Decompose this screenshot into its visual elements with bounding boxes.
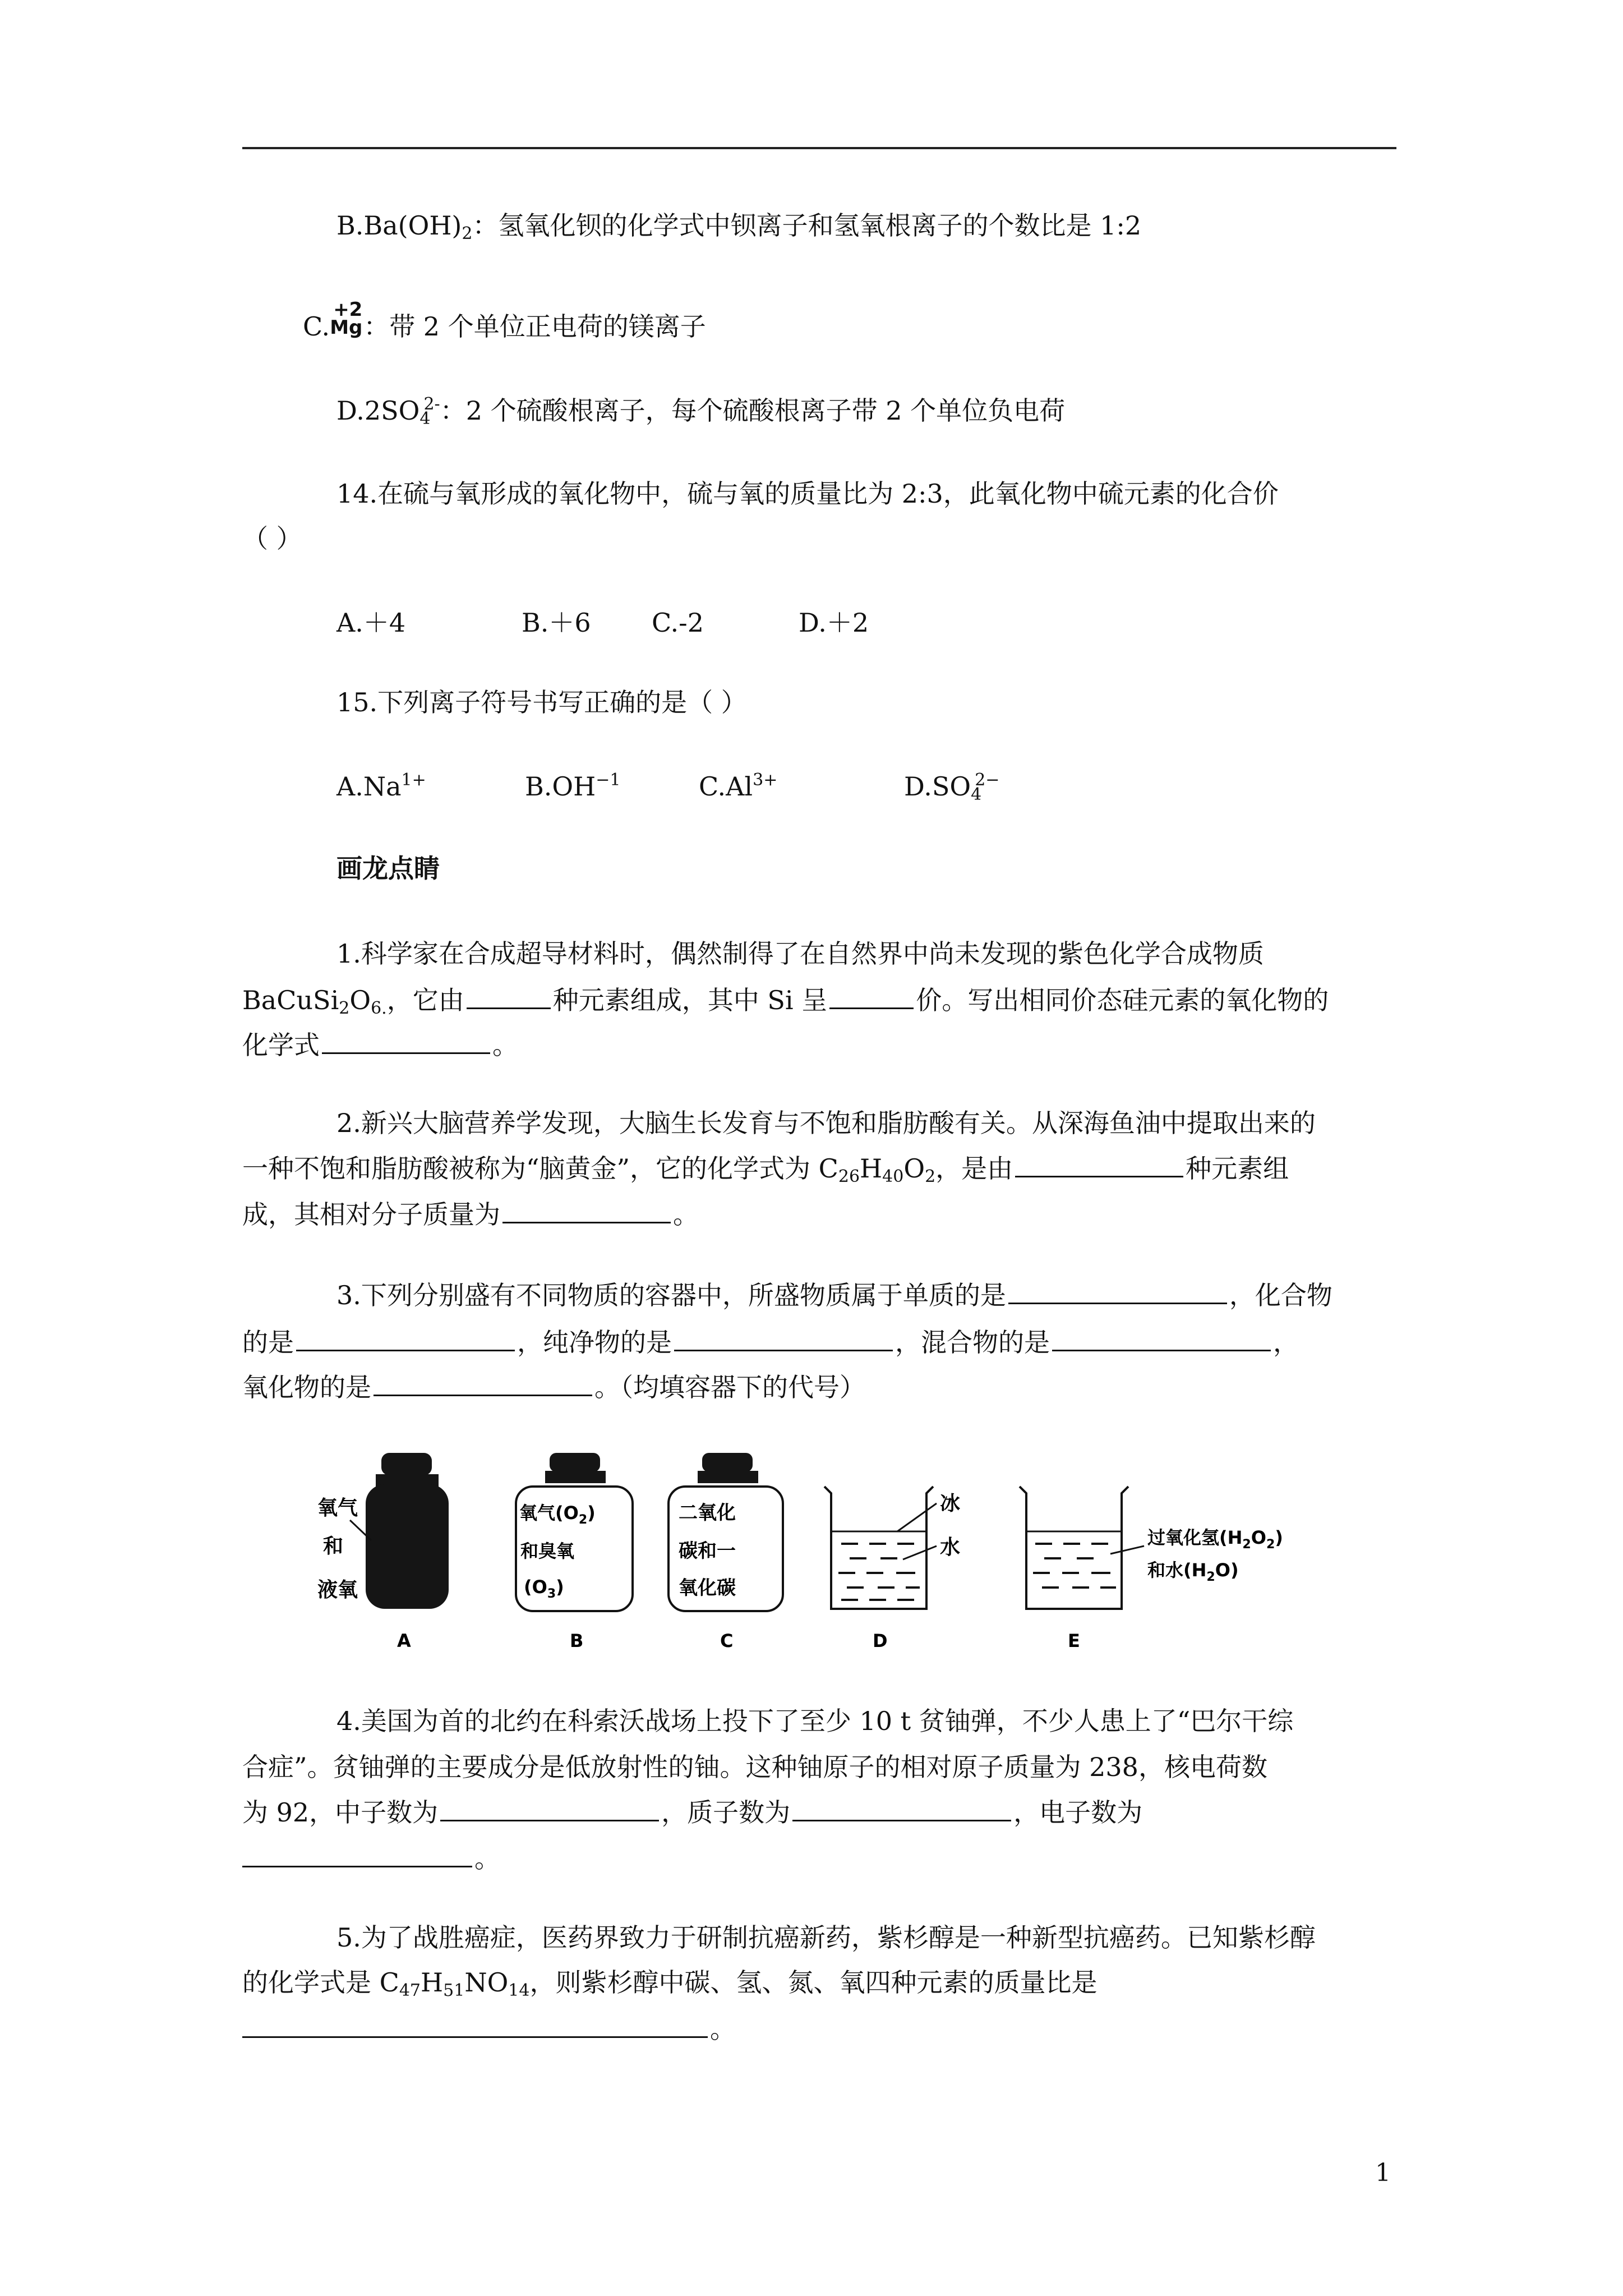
answer-blank[interactable] — [674, 1325, 893, 1351]
q14-stem: 14.在硫与氧形成的氧化物中，硫与氧的质量比为 2:3，此氧化物中硫元素的化合价 — [336, 478, 1279, 509]
answer-blank[interactable] — [1015, 1151, 1183, 1177]
container-d-letter: D — [873, 1630, 888, 1651]
container-c-line-3: 氧化碳 — [679, 1577, 736, 1599]
q14-option-c: C.-2 — [652, 608, 704, 638]
answer-blank[interactable] — [322, 1028, 490, 1054]
answer-blank[interactable] — [374, 1370, 592, 1396]
container-a-label-1: 氧气 — [317, 1497, 358, 1520]
p1-line3: 化学式 。 — [242, 1028, 518, 1062]
page-number: 1 — [1375, 2159, 1391, 2187]
containers-figure — [303, 1447, 1368, 1660]
p5-line1: 5.为了战胜癌症，医药界致力于研制抗癌新药，紫杉醇是一种新型抗癌药。已知紫杉醇 — [336, 1922, 1316, 1953]
container-e-letter: E — [1068, 1630, 1080, 1651]
p1-line2: $BaCuSi_2O_{6.}$，它由 种元素组成，其中 Si 呈 价。写出相同价态硅元素的氧化物的 — [242, 983, 1329, 1017]
section-title: 画龙点睛 — [336, 853, 440, 884]
container-b — [516, 1453, 633, 1651]
answer-blank[interactable] — [1008, 1278, 1227, 1304]
q14-paren: （ ） — [242, 523, 302, 554]
q15-stem: 15.下列离子符号书写正确的是（ ） — [336, 687, 747, 717]
p4-line1: 4.美国为首的北约在科索沃战场上投下了至少 10 t 贫铀弹，不少人患上了“巴尔干综 — [336, 1706, 1294, 1736]
answer-blank[interactable] — [502, 1197, 671, 1223]
container-c-letter: C — [720, 1630, 734, 1651]
container-b-line-3: $(O_3)$ — [524, 1576, 564, 1601]
answer-blank[interactable] — [440, 1795, 659, 1821]
header-rule — [242, 147, 1396, 149]
container-b-letter: B — [570, 1630, 584, 1651]
q14-option-b: B.＋6 — [522, 608, 591, 638]
option-b-line: $B.Ba(OH)_2$：氢氧化钡的化学式中钡离子和氢氧根离子的个数比是 1:2 — [336, 210, 1142, 243]
p4-line2: 合症”。贫铀弹的主要成分是低放射性的铀。这种铀原子的相对原子质量为 238，核电荷数 — [242, 1752, 1267, 1782]
p3-line2: 的是 ，纯净物的是 ，混合物的是 ， — [242, 1325, 1299, 1359]
answer-blank[interactable] — [467, 983, 551, 1009]
p2-line1: 2.新兴大脑营养学发现，大脑生长发育与不饱和脂肪酸有关。从深海鱼油中提取出来的 — [336, 1108, 1316, 1138]
answer-blank[interactable] — [1052, 1325, 1271, 1351]
container-b-line-2: 和臭氧 — [520, 1540, 575, 1562]
q15-option-a: $A.Na^{1+}$ — [336, 770, 426, 802]
container-a — [317, 1453, 449, 1651]
q15-option-c: $C.Al^{3+}$ — [699, 770, 778, 802]
container-c-line-2: 碳和一 — [679, 1540, 736, 1562]
p3-line1: 3.下列分别盛有不同物质的容器中，所盛物质属于单质的是 ，化合物 — [336, 1278, 1332, 1312]
answer-blank[interactable] — [829, 983, 914, 1009]
p2-line3: 成，其相对分子质量为 。 — [242, 1197, 699, 1231]
p5-line3: 。 — [242, 2012, 736, 2046]
container-c — [668, 1453, 783, 1651]
p1-line1: 1.科学家在合成超导材料时，偶然制得了在自然界中尚未发现的紫色化学合成物质 — [336, 938, 1264, 969]
option-d-line: $D.2SO_4^{2-}$：2 个硫酸根离子，每个硫酸根离子带 2 个单位负电荷 — [336, 394, 1066, 429]
q15-option-b: $B.OH^{-1}$ — [525, 770, 621, 802]
answer-blank[interactable] — [242, 2012, 708, 2038]
container-b-line-1: 氧气$(O_2)$ — [519, 1502, 596, 1527]
p4-line3: 为 92，中子数为 ，质子数为 ，电子数为 — [242, 1795, 1142, 1829]
q15-option-d: $D.SO_4^{2-}$ — [904, 770, 1000, 804]
option-c-line: C. +2 Mg ：带 2 个单位正电荷的镁离子 — [303, 310, 706, 343]
mg-valence-symbol: +2 Mg — [330, 298, 363, 339]
container-a-label-3: 液氧 — [317, 1579, 358, 1602]
container-c-line-1: 二氧化 — [679, 1502, 736, 1524]
p4-line4: 。 — [242, 1841, 500, 1875]
p5-line2: 的化学式是 $C_{47}H_{51}NO_{14}$，则紫杉醇中碳、氢、氮、氧四种元素的质量比是 — [242, 1967, 1098, 2000]
p3-line3: 氧化物的是 。（均填容器下的代号） — [242, 1370, 865, 1404]
container-e-label-2: 和水$(H_2O)$ — [1147, 1559, 1239, 1584]
container-d — [824, 1487, 960, 1651]
container-e-label-1: 过氧化氢$(H_2O_2)$ — [1147, 1527, 1283, 1552]
container-d-label-1: 冰 — [940, 1492, 961, 1515]
p2-line2: 一种不饱和脂肪酸被称为“脑黄金”，它的化学式为 $C_{26}H_{40}O_2$，是由 种元素组 — [242, 1151, 1289, 1185]
q14-option-d: D.＋2 — [799, 608, 869, 638]
q14-option-a: A.＋4 — [336, 608, 406, 638]
answer-blank[interactable] — [242, 1841, 472, 1867]
container-d-label-2: 水 — [940, 1536, 961, 1559]
answer-blank[interactable] — [296, 1325, 515, 1351]
container-a-label-2: 和 — [323, 1535, 344, 1558]
container-a-letter: A — [397, 1630, 411, 1651]
answer-blank[interactable] — [792, 1795, 1011, 1821]
container-e — [1020, 1487, 1283, 1651]
